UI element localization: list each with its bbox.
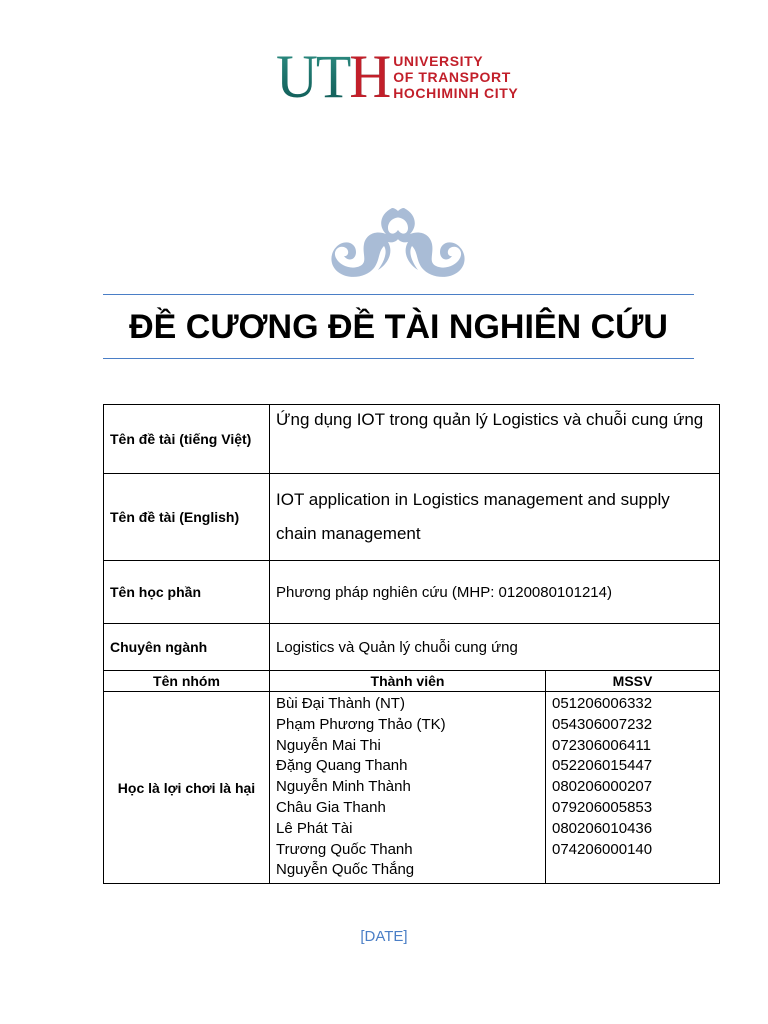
title-rule-top <box>103 294 694 295</box>
document-title: ĐỀ CƯƠNG ĐỀ TÀI NGHIÊN CỨU <box>129 308 668 346</box>
university-logo <box>276 44 526 110</box>
table-row <box>104 474 720 561</box>
project-info-table <box>103 404 720 884</box>
group-name: Học là lợi chơi là hại <box>104 692 270 884</box>
student-id: 080206010436 <box>552 819 653 837</box>
header-student-id: MSSV <box>546 671 720 692</box>
student-id: 054306007232 <box>552 715 653 733</box>
logo-mark: UTH <box>276 42 390 111</box>
date-placeholder[interactable]: [DATE] <box>360 928 408 945</box>
student-id: 079206005853 <box>552 798 653 816</box>
student-id: 051206006332 <box>552 695 653 712</box>
member-name: Nguyễn Quốc Thắng <box>276 861 415 879</box>
major-label: Chuyên ngành <box>104 624 270 671</box>
major-value: Logistics và Quản lý chuỗi cung ứng <box>270 624 720 671</box>
logo-text: UNIVERSITY OF TRANSPORT HOCHIMINH CITY <box>393 53 519 101</box>
student-id: 074206000140 <box>552 840 653 858</box>
member-name: Nguyễn Minh Thành <box>276 778 411 796</box>
header-members: Thành viên <box>270 671 546 692</box>
course-label: Tên học phần <box>104 561 270 624</box>
student-id: 052206015447 <box>552 757 653 775</box>
table-row <box>104 624 720 671</box>
table-row <box>104 561 720 624</box>
member-name: Trương Quốc Thanh <box>276 840 413 858</box>
header-group-name: Tên nhóm <box>104 671 270 692</box>
topic-en-label: Tên đề tài (English) <box>104 474 270 561</box>
course-value: Phương pháp nghiên cứu (MHP: 0120080101214) <box>270 561 720 624</box>
flourish-ornament-icon <box>322 204 474 284</box>
student-id: 072306006411 <box>552 736 651 754</box>
team-header-row <box>104 671 720 692</box>
topic-vn-label: Tên đề tài (tiếng Việt) <box>104 405 270 474</box>
topic-en-value: IOT application in Logistics management and supply chain management <box>270 474 720 561</box>
member-name: Châu Gia Thanh <box>276 798 386 816</box>
student-id-list <box>546 692 720 884</box>
member-name: Bùi Đại Thành (NT) <box>276 695 405 712</box>
member-name: Lê Phát Tài <box>276 819 353 837</box>
title-rule-bottom <box>103 358 694 359</box>
member-list <box>270 692 546 884</box>
member-name: Phạm Phương Thảo (TK) <box>276 715 446 733</box>
table-row <box>104 405 720 474</box>
member-name: Nguyễn Mai Thi <box>276 736 381 754</box>
member-name: Đặng Quang Thanh <box>276 757 408 775</box>
topic-vn-value: Ứng dụng IOT trong quản lý Logistics và chuỗi cung ứng <box>270 405 720 474</box>
student-id: 080206000207 <box>552 778 653 796</box>
team-row <box>104 692 720 884</box>
